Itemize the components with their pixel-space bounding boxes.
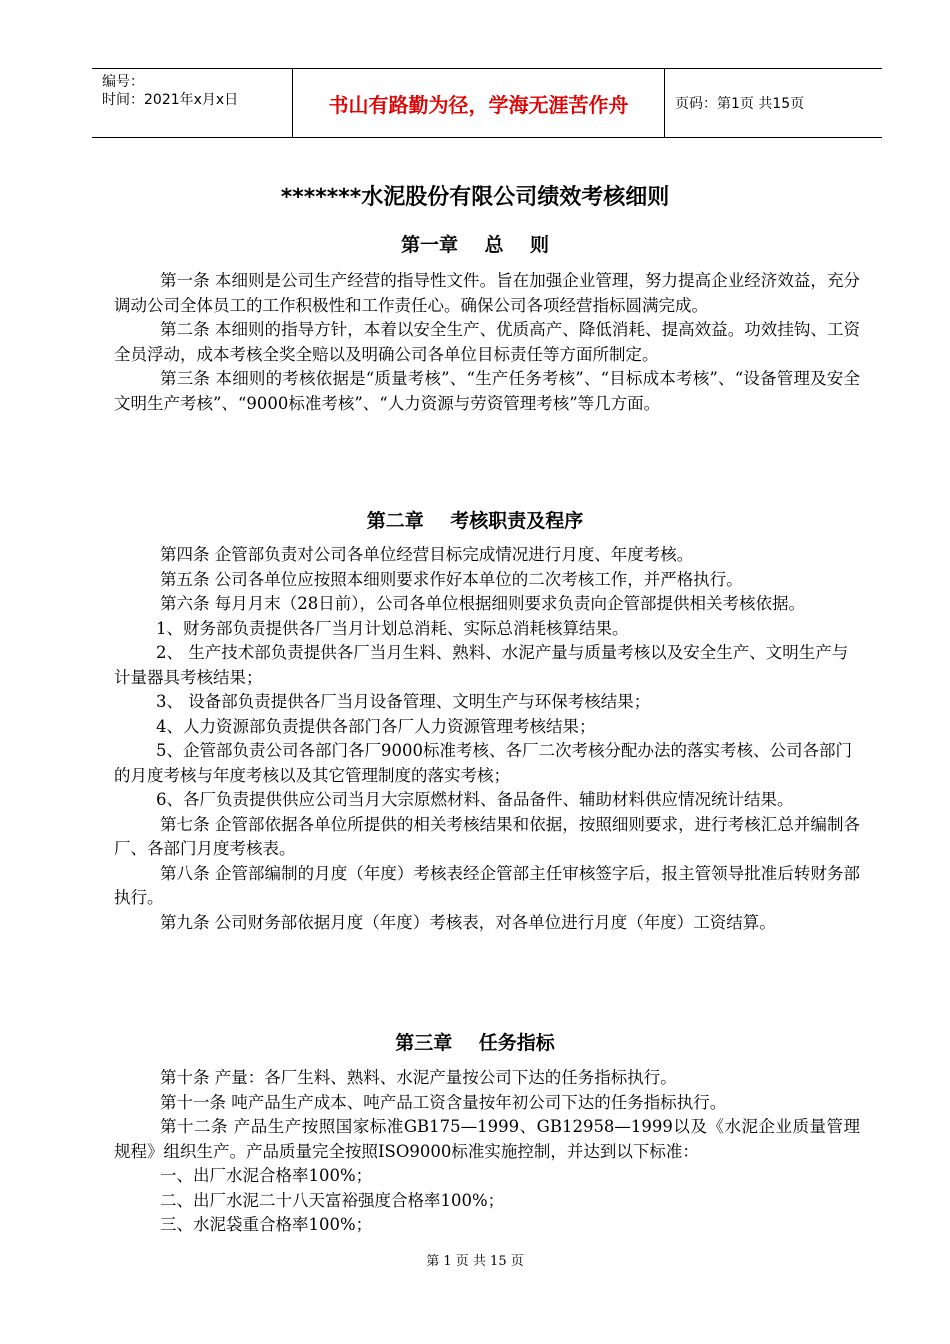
chapter-3-body — [114, 1066, 860, 1238]
chapter-3-heading: 第三章 任务指标 — [395, 1032, 555, 1054]
list-item: 二、出厂水泥二十八天富裕强度合格率100%； — [160, 1190, 505, 1210]
article-9: 第九条 公司财务部依据月度（年度）考核表，对各单位进行月度（年度）工资结算。 — [160, 912, 776, 932]
chapter-2-body — [114, 543, 860, 935]
article-6: 第六条 每月月末（28日前），公司各单位根据细则要求负责向企管部提供相关考核依据。 — [160, 594, 805, 613]
article-1: 第一条 本细则是公司生产经营的指导性文件。旨在加强企业管理，努力提高企业经济效益，充分调动公司全体员工的工作积极性和工作责任心。确保公司各项经营指标圆满完成。 — [114, 271, 860, 315]
article-5: 第五条 公司各单位应按照本细则要求作好本单位的二次考核工作，并严格执行。 — [160, 569, 743, 589]
list-item: 5、企管部负责公司各部门各厂9000标准考核、各厂二次考核分配办法的落实考核、公司各部门的月度考核与年度考核以及其它管理制度的落实考核； — [114, 741, 852, 785]
list-item: 三、水泥袋重合格率100%； — [160, 1215, 373, 1234]
article-3: 第三条 本细则的考核依据是“质量考核”、“生产任务考核”、“目标成本考核”、“设备管理及安全文明生产考核”、“9000标准考核”、“人力资源与劳资管理考核”等几方面。 — [114, 369, 860, 413]
list-item: 2、 生产技术部负责提供各厂当月生料、熟料、水泥产量与质量考核以及安全生产、文明生产与计量器具考核结果； — [114, 643, 849, 687]
list-item: 3、 设备部负责提供各厂当月设备管理、文明生产与环保考核结果； — [156, 692, 651, 711]
header-page-info: 页码：第1页 共15页 — [675, 96, 805, 112]
list-item: 一、出厂水泥合格率100%； — [160, 1166, 373, 1185]
article-10: 第十条 产量：各厂生料、熟料、水泥产量按公司下达的任务指标执行。 — [160, 1068, 677, 1087]
list-item: 4、人力资源部负责提供各部门各厂人力资源管理考核结果； — [156, 716, 596, 736]
chapter-1-heading: 第一章 总 则 — [401, 234, 549, 256]
article-4: 第四条 企管部负责对公司各单位经营目标完成情况进行月度、年度考核。 — [160, 545, 694, 564]
chapter-2-heading: 第二章 考核职责及程序 — [366, 510, 584, 532]
article-2: 第二条 本细则的指导方针，本着以安全生产、优质高产、降低消耗、提高效益。功效挂钩、工资全员浮动，成本考核全奖全赔以及明确公司各单位目标责任等方面所制定。 — [114, 320, 860, 364]
header-meta — [92, 69, 293, 137]
header-motto: 书山有路勤为径，学海无涯苦作舟 — [293, 69, 665, 137]
article-11: 第十一条 吨产品生产成本、吨产品工资含量按年初公司下达的任务指标执行。 — [160, 1092, 727, 1112]
article-12: 第十二条 产品生产按照国家标准GB175—1999、GB12958—1999以及《水泥企业质量管理规程》组织生产。产品质量完全按照ISO9000标准实施控制，并达到以下标准： — [114, 1117, 860, 1161]
document-header — [92, 68, 882, 138]
serial-number-label: 编号： — [102, 74, 144, 90]
chapter-1-body — [114, 269, 860, 416]
list-item: 6、各厂负责提供供应公司当月大宗原燃材料、备品备件、辅助材料供应情况统计结果。 — [156, 790, 794, 809]
time-label: 时间：2021年x月x日 — [102, 92, 239, 108]
page-footer: 第 1 页 共 15 页 — [426, 1254, 524, 1269]
document-title: *******水泥股份有限公司绩效考核细则 — [280, 185, 670, 210]
article-7: 第七条 企管部依据各单位所提供的相关考核结果和依据，按照细则要求，进行考核汇总并编制各厂、各部门月度考核表。 — [114, 814, 860, 858]
list-item: 1、财务部负责提供各厂当月计划总消耗、实际总消耗核算结果。 — [156, 618, 629, 638]
article-8: 第八条 企管部编制的月度（年度）考核表经企管部主任审核签字后，报主管领导批准后转财务部执行。 — [114, 863, 860, 907]
